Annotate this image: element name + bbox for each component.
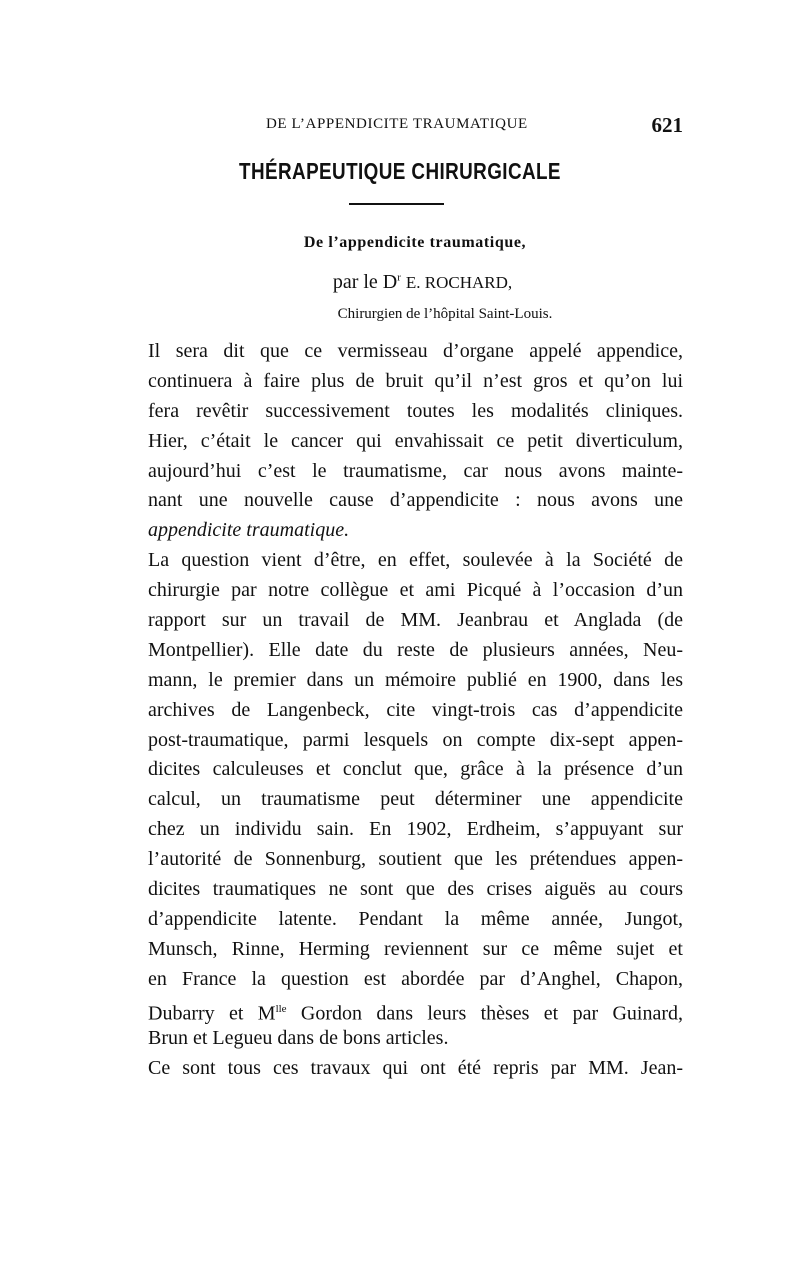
running-head-title: DE L’APPENDICITE TRAUMATIQUE bbox=[266, 116, 528, 132]
author-affiliation: Chirurgien de l’hôpital Saint-Louis. bbox=[337, 306, 553, 322]
author-line bbox=[0, 271, 800, 294]
paragraph-1-last-line bbox=[148, 516, 683, 546]
paragraph-2-line: Munsch, Rinne, Herming reviennent sur ce même sujet et bbox=[148, 937, 683, 960]
paragraph-1-line: fera revêtir successivement toutes les modalités cliniques. bbox=[148, 399, 683, 422]
paragraph-1-line: Hier, c’était le cancer qui envahissait ce petit diverticulum, bbox=[148, 429, 683, 452]
section-heading: THÉRAPEUTIQUE CHIRURGICALE bbox=[239, 158, 561, 184]
line-part: Gordon dans leurs thèses et par Guinard, bbox=[286, 1002, 684, 1025]
paragraph-2-line: archives de Langenbeck, cite vingt-trois cas d’appendicite bbox=[148, 698, 683, 721]
mademoiselle-sup: lle bbox=[275, 1002, 287, 1015]
paragraph-1-line: aujourd’hui c’est le traumatisme, car nous avons mainte- bbox=[148, 459, 683, 482]
paragraph-2-last-line: Brun et Legueu dans de bons articles. bbox=[148, 1027, 449, 1050]
author-name: E. ROCHARD, bbox=[405, 273, 513, 292]
paragraph-1-line: continuera à faire plus de bruit qu’il n’est gros et qu’on lui bbox=[148, 369, 683, 392]
paragraph-2-line: La question vient d’être, en effet, soulevée à la Société de bbox=[148, 549, 683, 572]
heading-rule bbox=[349, 203, 444, 205]
paragraph-2-line: calcul, un traumatisme peut déterminer une appendicite bbox=[148, 788, 683, 811]
paragraph-2-line: post-traumatique, parmi lesquels on compte dix-sept appen- bbox=[148, 728, 683, 751]
paragraph-2-line: mann, le premier dans un mémoire publié en 1900, dans les bbox=[148, 668, 683, 691]
article-title: De l’appendicite traumatique, bbox=[303, 234, 527, 251]
page-number: 621 bbox=[651, 113, 683, 137]
paragraph-2-line: Montpellier). Elle date du reste de plusieurs années, Neu- bbox=[148, 638, 683, 661]
paragraph-2-line: chez un individu sain. En 1902, Erdheim, s’appuyant sur bbox=[148, 818, 683, 841]
author-prefix: par le D bbox=[332, 271, 398, 293]
paragraph-2-line: d’appendicite latente. Pendant la même année, Jungot, bbox=[148, 907, 683, 930]
paragraph-2-line-with-sup bbox=[148, 995, 683, 1025]
line-part: Dubarry et M bbox=[148, 1002, 276, 1025]
running-head bbox=[148, 113, 683, 138]
author-title-sup: r bbox=[397, 271, 401, 284]
paragraph-2-line: l’autorité de Sonnenburg, soutient que les prétendues appen- bbox=[148, 848, 683, 871]
italic-term: appendicite traumatique. bbox=[148, 519, 350, 542]
paragraph-2-line: chirurgie par notre collègue et ami Picqué à l’occasion d’un bbox=[148, 579, 683, 602]
paragraph-1-line: nant une nouvelle cause d’appendicite : nous avons une bbox=[148, 489, 683, 512]
paragraph-2-line: dicites traumatiques ne sont que des crises aiguës au cours bbox=[148, 878, 683, 901]
paragraph-2-line: dicites calculeuses et conclut que, grâce à la présence d’un bbox=[148, 758, 683, 781]
paragraph-2-line: rapport sur un travail de MM. Jeanbrau et Anglada (de bbox=[148, 609, 683, 632]
paragraph-1-line: Il sera dit que ce vermisseau d’organe appelé appendice, bbox=[148, 340, 683, 362]
paragraph-2-line: en France la question est abordée par d’Anghel, Chapon, bbox=[148, 967, 683, 990]
paragraph-3-line: Ce sont tous ces travaux qui ont été repris par MM. Jean- bbox=[148, 1057, 683, 1080]
body-text bbox=[148, 337, 683, 1084]
